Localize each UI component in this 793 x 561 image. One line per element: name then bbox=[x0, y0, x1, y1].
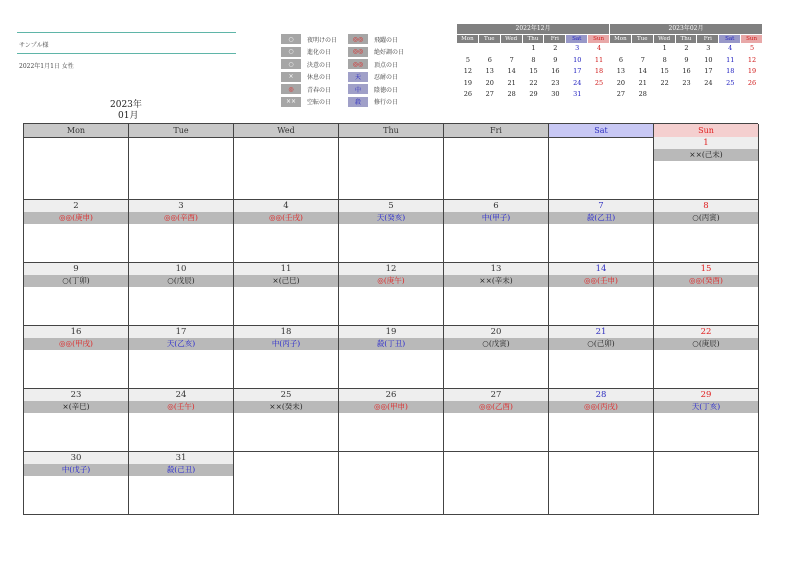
mini-day: 1 bbox=[531, 44, 536, 52]
mini-weekday: Thu bbox=[523, 34, 545, 43]
mini-day: 12 bbox=[463, 67, 473, 75]
day-fortune: ◎◎(辛酉) bbox=[129, 212, 233, 224]
day-number: 20 bbox=[444, 326, 548, 338]
mini-day: 17 bbox=[704, 67, 713, 75]
calendar-day-cell[interactable] bbox=[444, 200, 549, 263]
legend-label: 青春の日 bbox=[307, 86, 332, 94]
mini-day: 26 bbox=[747, 78, 757, 87]
day-number: 25 bbox=[234, 389, 338, 401]
legend-label: 頂点の日 bbox=[374, 61, 399, 69]
mini-day: 24 bbox=[704, 78, 713, 87]
day-fortune: 天(丁亥) bbox=[654, 401, 758, 413]
weekday-header bbox=[24, 124, 758, 137]
legend-label: 休息の日 bbox=[307, 74, 332, 82]
day-fortune: 殺(乙丑) bbox=[549, 212, 653, 224]
mini-day: 21 bbox=[638, 78, 647, 87]
mini-weekday: Thu bbox=[676, 34, 698, 43]
mini-day bbox=[479, 43, 501, 55]
legend-symbol: ◎◎ bbox=[348, 47, 368, 57]
mini-calendar-days bbox=[610, 43, 763, 101]
day-fortune: ○(丁卯) bbox=[24, 275, 128, 287]
weekday-fri: Fri bbox=[444, 124, 549, 138]
day-fortune: 天(癸亥) bbox=[339, 212, 443, 224]
legend-label: 空転の日 bbox=[307, 99, 332, 107]
mini-calendar-weekdays bbox=[610, 34, 763, 43]
day-fortune: ◎◎(甲申) bbox=[339, 401, 443, 413]
calendar-day-cell[interactable] bbox=[24, 326, 129, 389]
calendar-month: 01月 bbox=[118, 111, 139, 121]
mini-day: 9 bbox=[553, 55, 558, 64]
day-number: 30 bbox=[24, 452, 128, 464]
day-fortune: 中(戊子) bbox=[24, 464, 128, 476]
legend-label: 夜明けの日 bbox=[307, 36, 338, 44]
mini-day: 15 bbox=[529, 67, 538, 75]
weekday-sun: Sun bbox=[654, 124, 759, 138]
mini-day: 11 bbox=[726, 55, 735, 64]
mini-weekday: Wed bbox=[501, 34, 523, 43]
day-fortune: 殺(丁丑) bbox=[339, 338, 443, 350]
legend-item bbox=[281, 96, 337, 109]
day-number: 21 bbox=[549, 326, 653, 338]
day-number: 2 bbox=[24, 200, 128, 212]
day-fortune: 天(乙亥) bbox=[129, 338, 233, 350]
day-fortune: 中(甲子) bbox=[444, 212, 548, 224]
day-number: 17 bbox=[129, 326, 233, 338]
mini-day: 8 bbox=[531, 55, 536, 64]
mini-day: 7 bbox=[640, 55, 645, 64]
legend-item bbox=[348, 58, 404, 71]
mini-day: 10 bbox=[704, 55, 713, 64]
mini-day: 29 bbox=[529, 90, 538, 98]
weekday-tue: Tue bbox=[129, 124, 234, 138]
calendar-day-cell[interactable] bbox=[129, 200, 234, 263]
person-name: サンプル様 bbox=[19, 42, 49, 49]
legend-label: 進化の日 bbox=[307, 49, 332, 57]
mini-day bbox=[632, 43, 654, 55]
legend-label: 忍耐の日 bbox=[374, 74, 399, 82]
mini-weekday: Mon bbox=[610, 34, 632, 43]
mini-day: 23 bbox=[682, 78, 691, 87]
weekday-wed: Wed bbox=[234, 124, 339, 138]
calendar-week bbox=[24, 452, 758, 515]
calendar-day-cell[interactable] bbox=[234, 326, 339, 389]
calendar-cell-empty bbox=[24, 137, 129, 200]
mini-day bbox=[719, 89, 741, 101]
weekday-thu: Thu bbox=[339, 124, 444, 138]
calendar-cell-empty bbox=[129, 137, 234, 200]
calendar-day-cell[interactable] bbox=[339, 263, 444, 326]
day-number: 7 bbox=[549, 200, 653, 212]
mini-day: 5 bbox=[465, 55, 470, 64]
day-fortune: ○(丙寅) bbox=[654, 212, 758, 224]
mini-day bbox=[676, 89, 698, 101]
legend-symbol: ○ bbox=[281, 59, 301, 69]
mini-day: 24 bbox=[573, 78, 582, 87]
calendar-day-cell[interactable] bbox=[129, 452, 234, 515]
calendar-day-cell[interactable] bbox=[339, 200, 444, 263]
legend-item bbox=[281, 46, 337, 59]
calendar-week bbox=[24, 263, 758, 326]
legend-label: 絶好調の日 bbox=[374, 49, 405, 57]
header-rule-bottom bbox=[17, 53, 236, 54]
calendar-cell-empty bbox=[444, 452, 549, 515]
mini-calendar-next bbox=[610, 24, 763, 101]
mini-day: 16 bbox=[682, 67, 691, 75]
day-number: 4 bbox=[234, 200, 338, 212]
day-number: 27 bbox=[444, 389, 548, 401]
legend-symbol: ◎ bbox=[281, 84, 301, 94]
day-fortune: ×(己巳) bbox=[234, 275, 338, 287]
mini-weekday: Sat bbox=[719, 34, 741, 43]
day-number: 14 bbox=[549, 263, 653, 275]
day-number: 26 bbox=[339, 389, 443, 401]
calendar-day-cell[interactable] bbox=[24, 263, 129, 326]
legend-left bbox=[281, 33, 337, 108]
mini-weekday: Sun bbox=[588, 34, 610, 43]
legend-item bbox=[348, 33, 404, 46]
calendar-day-cell[interactable] bbox=[444, 263, 549, 326]
mini-day: 13 bbox=[616, 67, 626, 75]
day-number: 19 bbox=[339, 326, 443, 338]
day-number: 23 bbox=[24, 389, 128, 401]
mini-day bbox=[741, 89, 763, 101]
legend-item bbox=[348, 83, 404, 96]
day-number: 22 bbox=[654, 326, 758, 338]
mini-day: 17 bbox=[573, 67, 582, 75]
day-fortune: 殺(己丑) bbox=[129, 464, 233, 476]
day-fortune: ○(戊寅) bbox=[444, 338, 548, 350]
calendar-day-cell[interactable] bbox=[654, 137, 759, 200]
mini-day: 8 bbox=[662, 55, 667, 64]
mini-day bbox=[697, 89, 719, 101]
day-fortune: ◎(壬午) bbox=[129, 401, 233, 413]
day-fortune: ◎◎(壬戌) bbox=[234, 212, 338, 224]
mini-calendar-prev bbox=[457, 24, 610, 101]
legend-symbol: ×× bbox=[281, 97, 301, 107]
mini-day: 15 bbox=[660, 67, 669, 75]
mini-day: 11 bbox=[594, 55, 604, 64]
mini-day: 14 bbox=[507, 67, 516, 75]
calendar-cell-empty bbox=[654, 452, 759, 515]
calendar-cell-empty bbox=[549, 137, 654, 200]
mini-day: 1 bbox=[662, 44, 667, 52]
calendar-day-cell[interactable] bbox=[129, 326, 234, 389]
mini-weekday: Fri bbox=[697, 34, 719, 43]
weekday-mon: Mon bbox=[24, 124, 129, 138]
calendar-cell-empty bbox=[234, 137, 339, 200]
day-number: 1 bbox=[654, 137, 758, 149]
legend-symbol: 殺 bbox=[348, 97, 368, 107]
day-fortune: ○(己卯) bbox=[549, 338, 653, 350]
day-fortune: ◎◎(乙酉) bbox=[444, 401, 548, 413]
day-number: 12 bbox=[339, 263, 443, 275]
mini-weekday: Mon bbox=[457, 34, 479, 43]
calendar-day-cell[interactable] bbox=[24, 389, 129, 452]
calendar-day-cell[interactable] bbox=[549, 263, 654, 326]
mini-day bbox=[588, 89, 610, 101]
day-fortune: ◎◎(癸酉) bbox=[654, 275, 758, 287]
day-number: 13 bbox=[444, 263, 548, 275]
legend-item bbox=[281, 33, 337, 46]
mini-day: 18 bbox=[726, 67, 735, 75]
mini-day: 25 bbox=[594, 78, 604, 87]
mini-day: 3 bbox=[575, 44, 580, 52]
mini-weekday: Sun bbox=[741, 34, 763, 43]
mini-day: 4 bbox=[728, 44, 733, 52]
calendar-day-cell[interactable] bbox=[129, 389, 234, 452]
day-fortune: ×(辛巳) bbox=[24, 401, 128, 413]
day-number: 6 bbox=[444, 200, 548, 212]
day-fortune: ◎◎(甲戌) bbox=[24, 338, 128, 350]
calendar-weeks bbox=[24, 137, 758, 515]
mini-day: 27 bbox=[616, 90, 626, 98]
day-number: 16 bbox=[24, 326, 128, 338]
mini-day: 22 bbox=[529, 78, 538, 87]
calendar-week bbox=[24, 389, 758, 452]
calendar-day-cell[interactable] bbox=[339, 326, 444, 389]
calendar-day-cell[interactable] bbox=[234, 200, 339, 263]
mini-day: 13 bbox=[485, 67, 494, 75]
day-number: 9 bbox=[24, 263, 128, 275]
mini-day: 19 bbox=[747, 67, 757, 75]
day-fortune: ○(庚辰) bbox=[654, 338, 758, 350]
calendar-day-cell[interactable] bbox=[339, 389, 444, 452]
calendar-day-cell[interactable] bbox=[24, 452, 129, 515]
mini-day: 12 bbox=[747, 55, 757, 64]
mini-day: 26 bbox=[463, 90, 473, 98]
legend-label: 修行の日 bbox=[374, 99, 399, 107]
calendar-cell-empty bbox=[339, 452, 444, 515]
day-fortune: ◎(庚午) bbox=[339, 275, 443, 287]
calendar-cell-empty bbox=[444, 137, 549, 200]
calendar-day-cell[interactable] bbox=[654, 263, 759, 326]
mini-day: 31 bbox=[573, 90, 582, 98]
day-number: 24 bbox=[129, 389, 233, 401]
day-fortune: ××(辛未) bbox=[444, 275, 548, 287]
day-number: 15 bbox=[654, 263, 758, 275]
calendar-cell-empty bbox=[234, 452, 339, 515]
mini-weekday: Sat bbox=[566, 34, 588, 43]
day-number: 8 bbox=[654, 200, 758, 212]
day-number: 29 bbox=[654, 389, 758, 401]
legend-right bbox=[348, 33, 404, 108]
mini-day: 7 bbox=[509, 55, 514, 64]
mini-day: 4 bbox=[597, 44, 602, 52]
calendar-week bbox=[24, 137, 758, 200]
mini-day: 6 bbox=[487, 55, 492, 64]
mini-day: 16 bbox=[551, 67, 560, 75]
calendar-day-cell[interactable] bbox=[549, 389, 654, 452]
mini-day: 14 bbox=[638, 67, 647, 75]
mini-calendar-weekdays bbox=[457, 34, 610, 43]
day-number: 10 bbox=[129, 263, 233, 275]
calendar-day-cell[interactable] bbox=[234, 263, 339, 326]
calendar-day-cell[interactable] bbox=[24, 200, 129, 263]
day-number: 18 bbox=[234, 326, 338, 338]
mini-day: 5 bbox=[750, 44, 755, 52]
legend-symbol: × bbox=[281, 72, 301, 82]
mini-day: 6 bbox=[618, 55, 623, 64]
header-rule-top bbox=[17, 32, 236, 33]
day-fortune: ◎◎(庚申) bbox=[24, 212, 128, 224]
legend-label: 陰徳の日 bbox=[374, 86, 399, 94]
day-fortune: ××(癸未) bbox=[234, 401, 338, 413]
mini-calendar-title: 2022年12月 bbox=[457, 24, 610, 34]
mini-day: 2 bbox=[553, 44, 558, 52]
month-calendar bbox=[23, 123, 758, 515]
mini-day: 30 bbox=[551, 90, 560, 98]
mini-day: 9 bbox=[684, 55, 689, 64]
mini-day bbox=[457, 43, 479, 55]
day-number: 31 bbox=[129, 452, 233, 464]
legend-symbol: 中 bbox=[348, 84, 368, 94]
day-fortune: ◎◎(壬申) bbox=[549, 275, 653, 287]
legend-item bbox=[348, 46, 404, 59]
mini-day: 21 bbox=[507, 78, 516, 87]
day-number: 11 bbox=[234, 263, 338, 275]
mini-calendar-days bbox=[457, 43, 610, 101]
calendar-day-cell[interactable] bbox=[549, 200, 654, 263]
mini-day: 18 bbox=[594, 67, 604, 75]
legend-symbol: ○ bbox=[281, 34, 301, 44]
day-number: 3 bbox=[129, 200, 233, 212]
legend-item bbox=[348, 96, 404, 109]
person-info: 2022年1月1日 女性 bbox=[19, 63, 74, 70]
mini-calendar-title: 2023年02月 bbox=[610, 24, 763, 34]
mini-day: 10 bbox=[573, 55, 582, 64]
mini-weekday: Tue bbox=[479, 34, 501, 43]
day-number: 5 bbox=[339, 200, 443, 212]
mini-day: 27 bbox=[485, 90, 494, 98]
calendar-cell-empty bbox=[549, 452, 654, 515]
calendar-day-cell[interactable] bbox=[129, 263, 234, 326]
calendar-day-cell[interactable] bbox=[444, 389, 549, 452]
legend-label: 飛躍の日 bbox=[374, 36, 399, 44]
mini-day: 2 bbox=[684, 44, 689, 52]
calendar-day-cell[interactable] bbox=[654, 389, 759, 452]
mini-day: 23 bbox=[551, 78, 560, 87]
day-fortune: ◎◎(丙戌) bbox=[549, 401, 653, 413]
calendar-cell-empty bbox=[339, 137, 444, 200]
legend-symbol: ○ bbox=[281, 47, 301, 57]
legend-item bbox=[281, 71, 337, 84]
mini-day bbox=[501, 43, 523, 55]
mini-day: 19 bbox=[463, 78, 473, 87]
day-fortune: 中(丙子) bbox=[234, 338, 338, 350]
day-fortune: ○(戊辰) bbox=[129, 275, 233, 287]
calendar-day-cell[interactable] bbox=[654, 326, 759, 389]
mini-day: 20 bbox=[485, 78, 494, 87]
mini-day bbox=[610, 43, 632, 55]
mini-day: 20 bbox=[616, 78, 626, 87]
legend-symbol: ◎◎ bbox=[348, 34, 368, 44]
legend-item bbox=[348, 71, 404, 84]
mini-weekday: Tue bbox=[632, 34, 654, 43]
mini-weekday: Wed bbox=[654, 34, 676, 43]
mini-day bbox=[654, 89, 676, 101]
legend-symbol: ◎◎ bbox=[348, 59, 368, 69]
calendar-year: 2023年 bbox=[110, 100, 142, 110]
mini-day: 25 bbox=[726, 78, 735, 87]
weekday-sat: Sat bbox=[549, 124, 654, 138]
day-number: 28 bbox=[549, 389, 653, 401]
calendar-day-cell[interactable] bbox=[549, 326, 654, 389]
calendar-week bbox=[24, 326, 758, 389]
mini-day: 28 bbox=[638, 90, 647, 98]
mini-day: 28 bbox=[507, 90, 516, 98]
legend-item bbox=[281, 83, 337, 96]
calendar-day-cell[interactable] bbox=[654, 200, 759, 263]
day-fortune: ××(己未) bbox=[654, 149, 758, 161]
calendar-day-cell[interactable] bbox=[444, 326, 549, 389]
legend-label: 決意の日 bbox=[307, 61, 332, 69]
legend-symbol: 天 bbox=[348, 72, 368, 82]
calendar-week bbox=[24, 200, 758, 263]
mini-day: 3 bbox=[706, 44, 711, 52]
mini-day: 22 bbox=[660, 78, 669, 87]
mini-weekday: Fri bbox=[544, 34, 566, 43]
calendar-day-cell[interactable] bbox=[234, 389, 339, 452]
legend-item bbox=[281, 58, 337, 71]
